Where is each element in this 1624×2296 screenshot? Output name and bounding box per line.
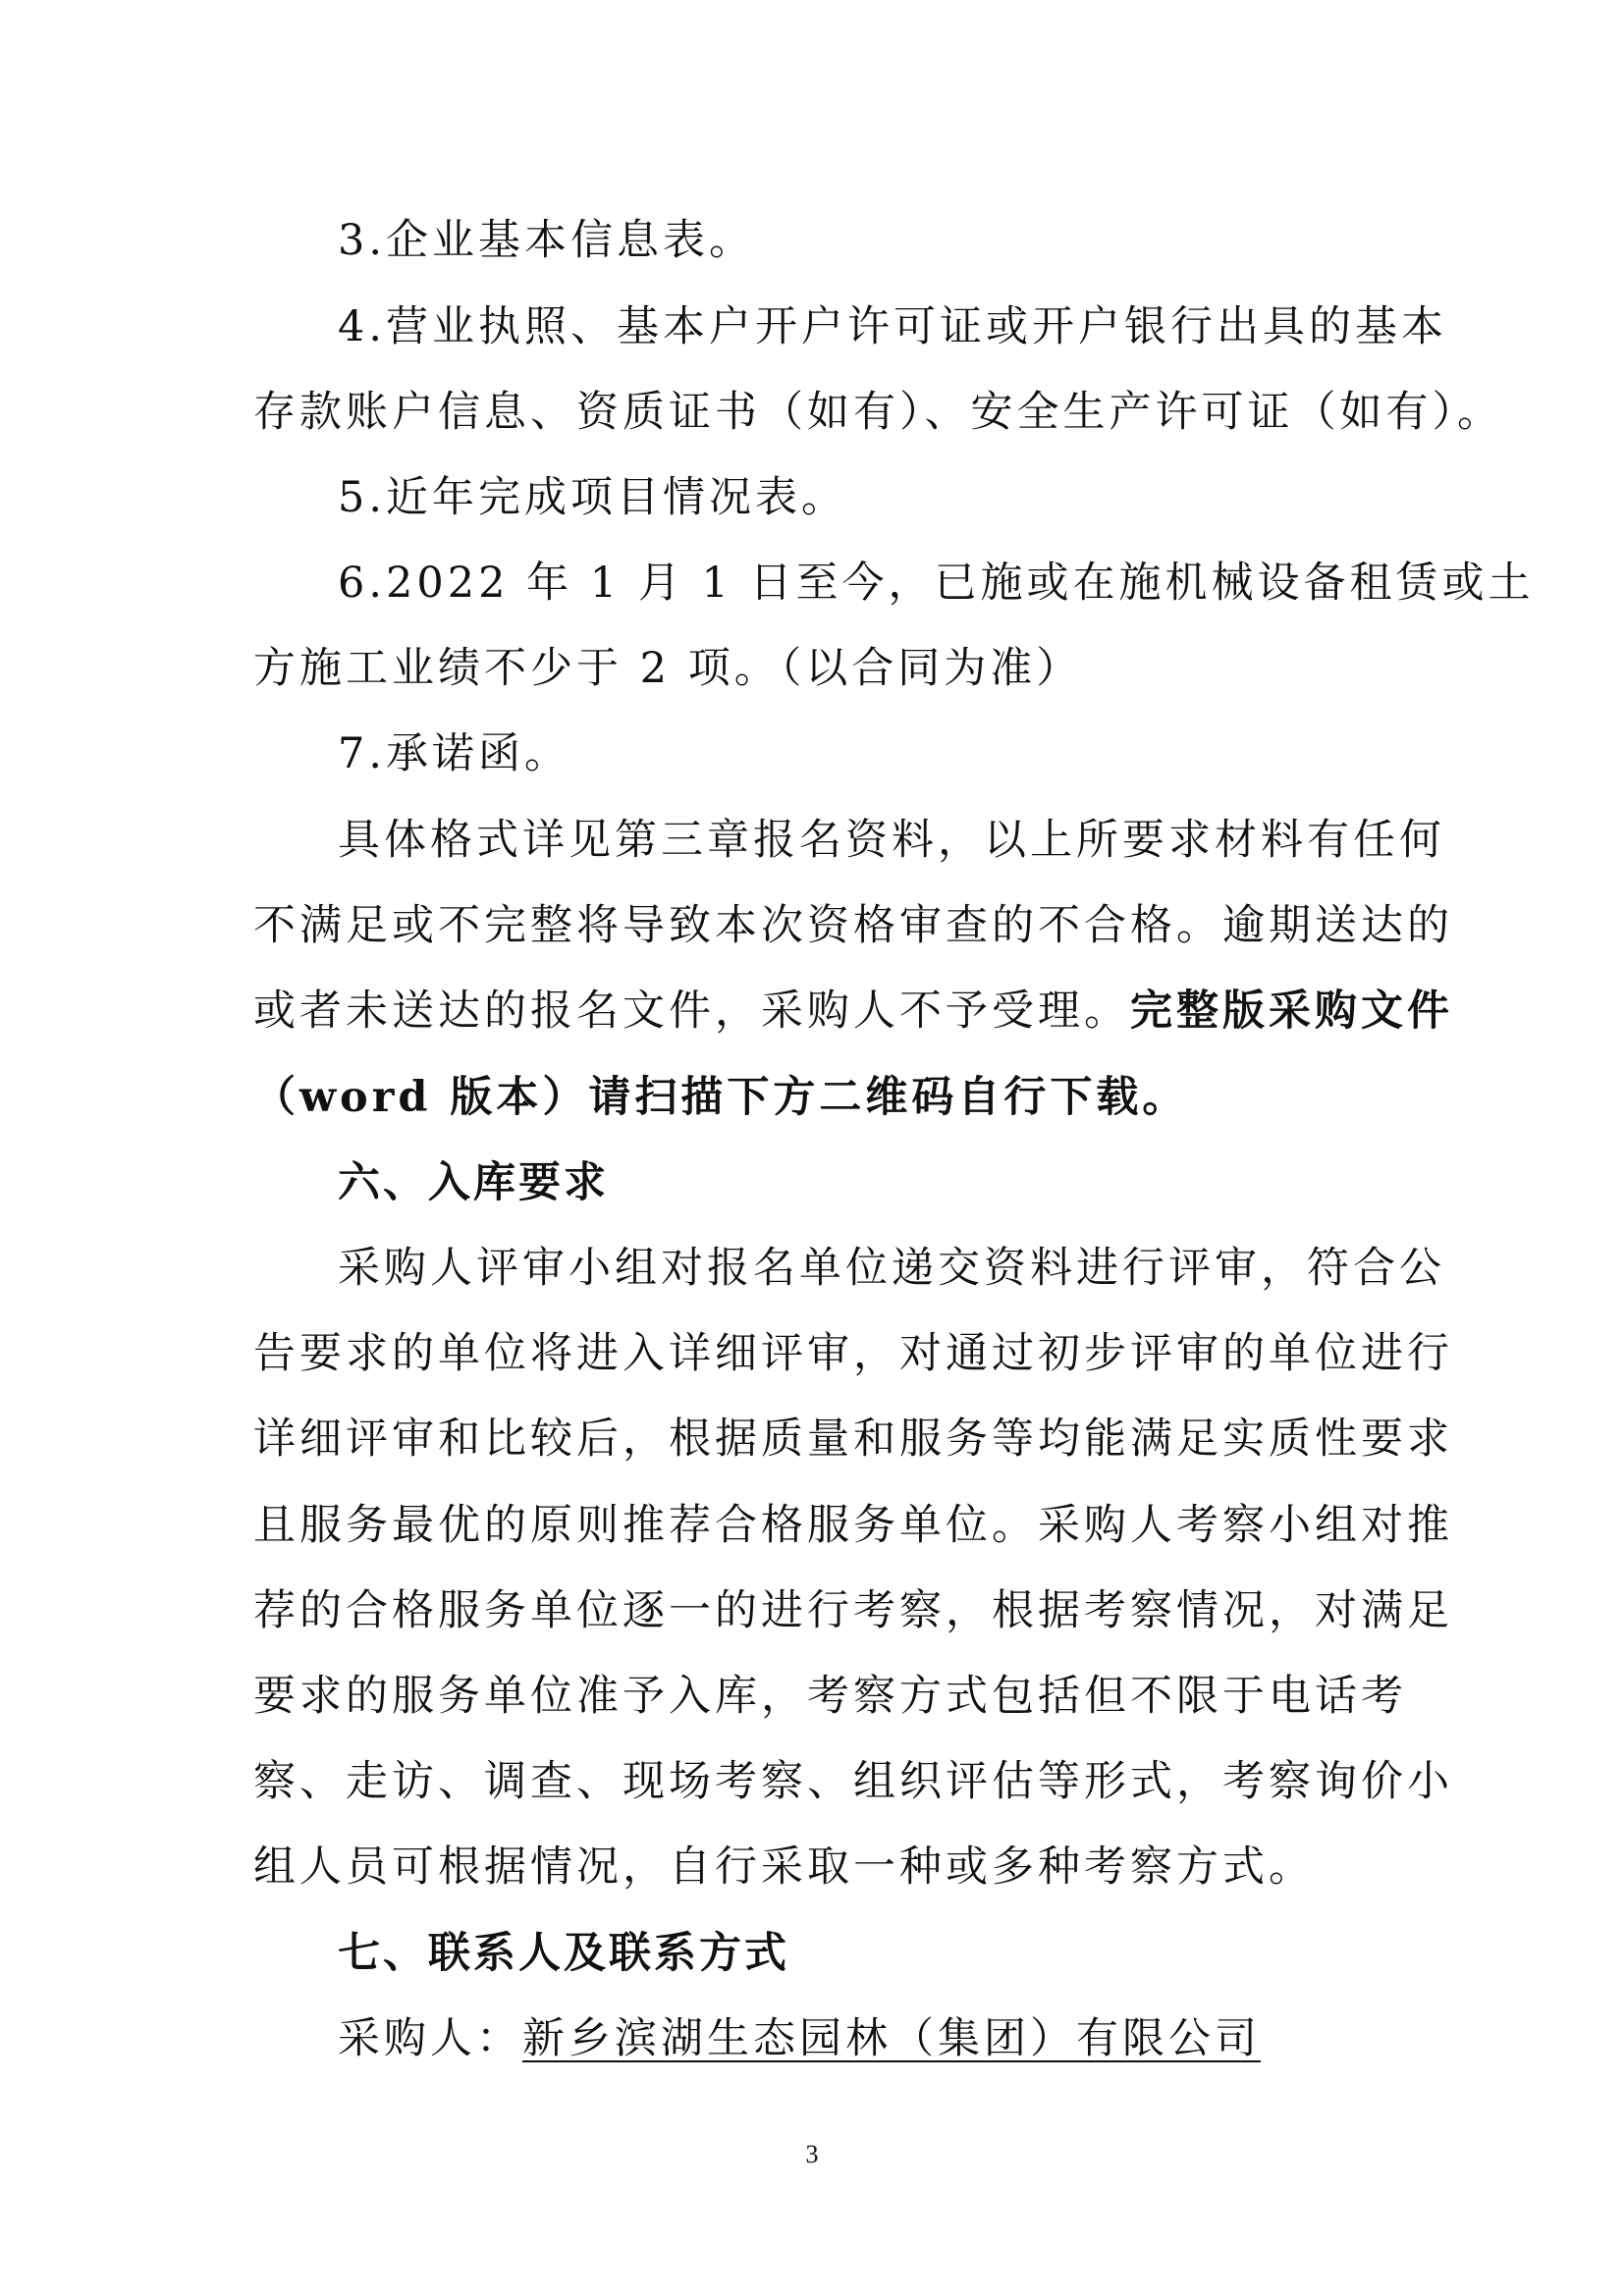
section-heading-six: 六、入库要求 <box>338 1158 609 1207</box>
paragraph-line: 要求的服务单位准予入库，考察方式包括但不限于电话考 <box>253 1672 1407 1721</box>
paragraph-line: 不满足或不完整将导致本次资格审查的不合格。逾期送达的 <box>253 901 1453 950</box>
paragraph-line: 告要求的单位将进入详细评审，对通过初步评审的单位进行 <box>253 1329 1453 1378</box>
paragraph-line-mixed <box>253 982 1453 1041</box>
paragraph-text: 或者未送达的报名文件，采购人不予受理。 <box>253 987 1130 1036</box>
list-item-4-line-2: 存款账户信息、资质证书（如有）、安全生产许可证（如有）。 <box>253 388 1503 437</box>
paragraph-line: 具体格式详见第三章报名资料，以上所要求材料有任何 <box>338 816 1445 865</box>
list-item-6-line-1: 6.2022 年 1 月 1 日至今，已施或在施机械设备租赁或土 <box>338 559 1535 608</box>
list-item-4-line-1: 4.营业执照、基本户开户许可证或开户银行出具的基本 <box>338 302 1448 351</box>
list-item-7: 7.承诺函。 <box>338 729 571 778</box>
paragraph-line: 荐的合格服务单位逐一的进行考察，根据考察情况，对满足 <box>253 1586 1453 1635</box>
list-item-6-line-2: 方施工业绩不少于 2 项。（以合同为准） <box>253 644 1083 693</box>
paragraph-line: 采购人评审小组对报名单位递交资料进行评审，符合公 <box>338 1244 1445 1293</box>
paragraph-line: 且服务最优的原则推荐合格服务单位。采购人考察小组对推 <box>253 1501 1453 1550</box>
purchaser-line <box>338 2009 1477 2068</box>
purchaser-name: 新乡滨湖生态园林（集团）有限公司 <box>522 2014 1261 2063</box>
paragraph-line: 组人员可根据情况，自行采取一种或多种考察方式。 <box>253 1842 1315 1892</box>
paragraph-line: 详细评审和比较后，根据质量和服务等均能满足实质性要求 <box>253 1415 1453 1464</box>
paragraph-line: 察、走访、调查、现场考察、组织评估等形式，考察询价小 <box>253 1757 1453 1806</box>
bold-download-note-line-2: （word 版本）请扫描下方二维码自行下载。 <box>253 1073 1189 1122</box>
bold-download-note: 完整版采购文件 <box>1130 987 1453 1036</box>
section-heading-seven: 七、联系人及联系方式 <box>338 1929 789 1978</box>
list-item-3: 3.企业基本信息表。 <box>338 216 756 265</box>
purchaser-label: 采购人： <box>338 2014 522 2063</box>
list-item-5: 5.近年完成项目情况表。 <box>338 473 848 522</box>
page-number: 3 <box>805 2140 819 2168</box>
